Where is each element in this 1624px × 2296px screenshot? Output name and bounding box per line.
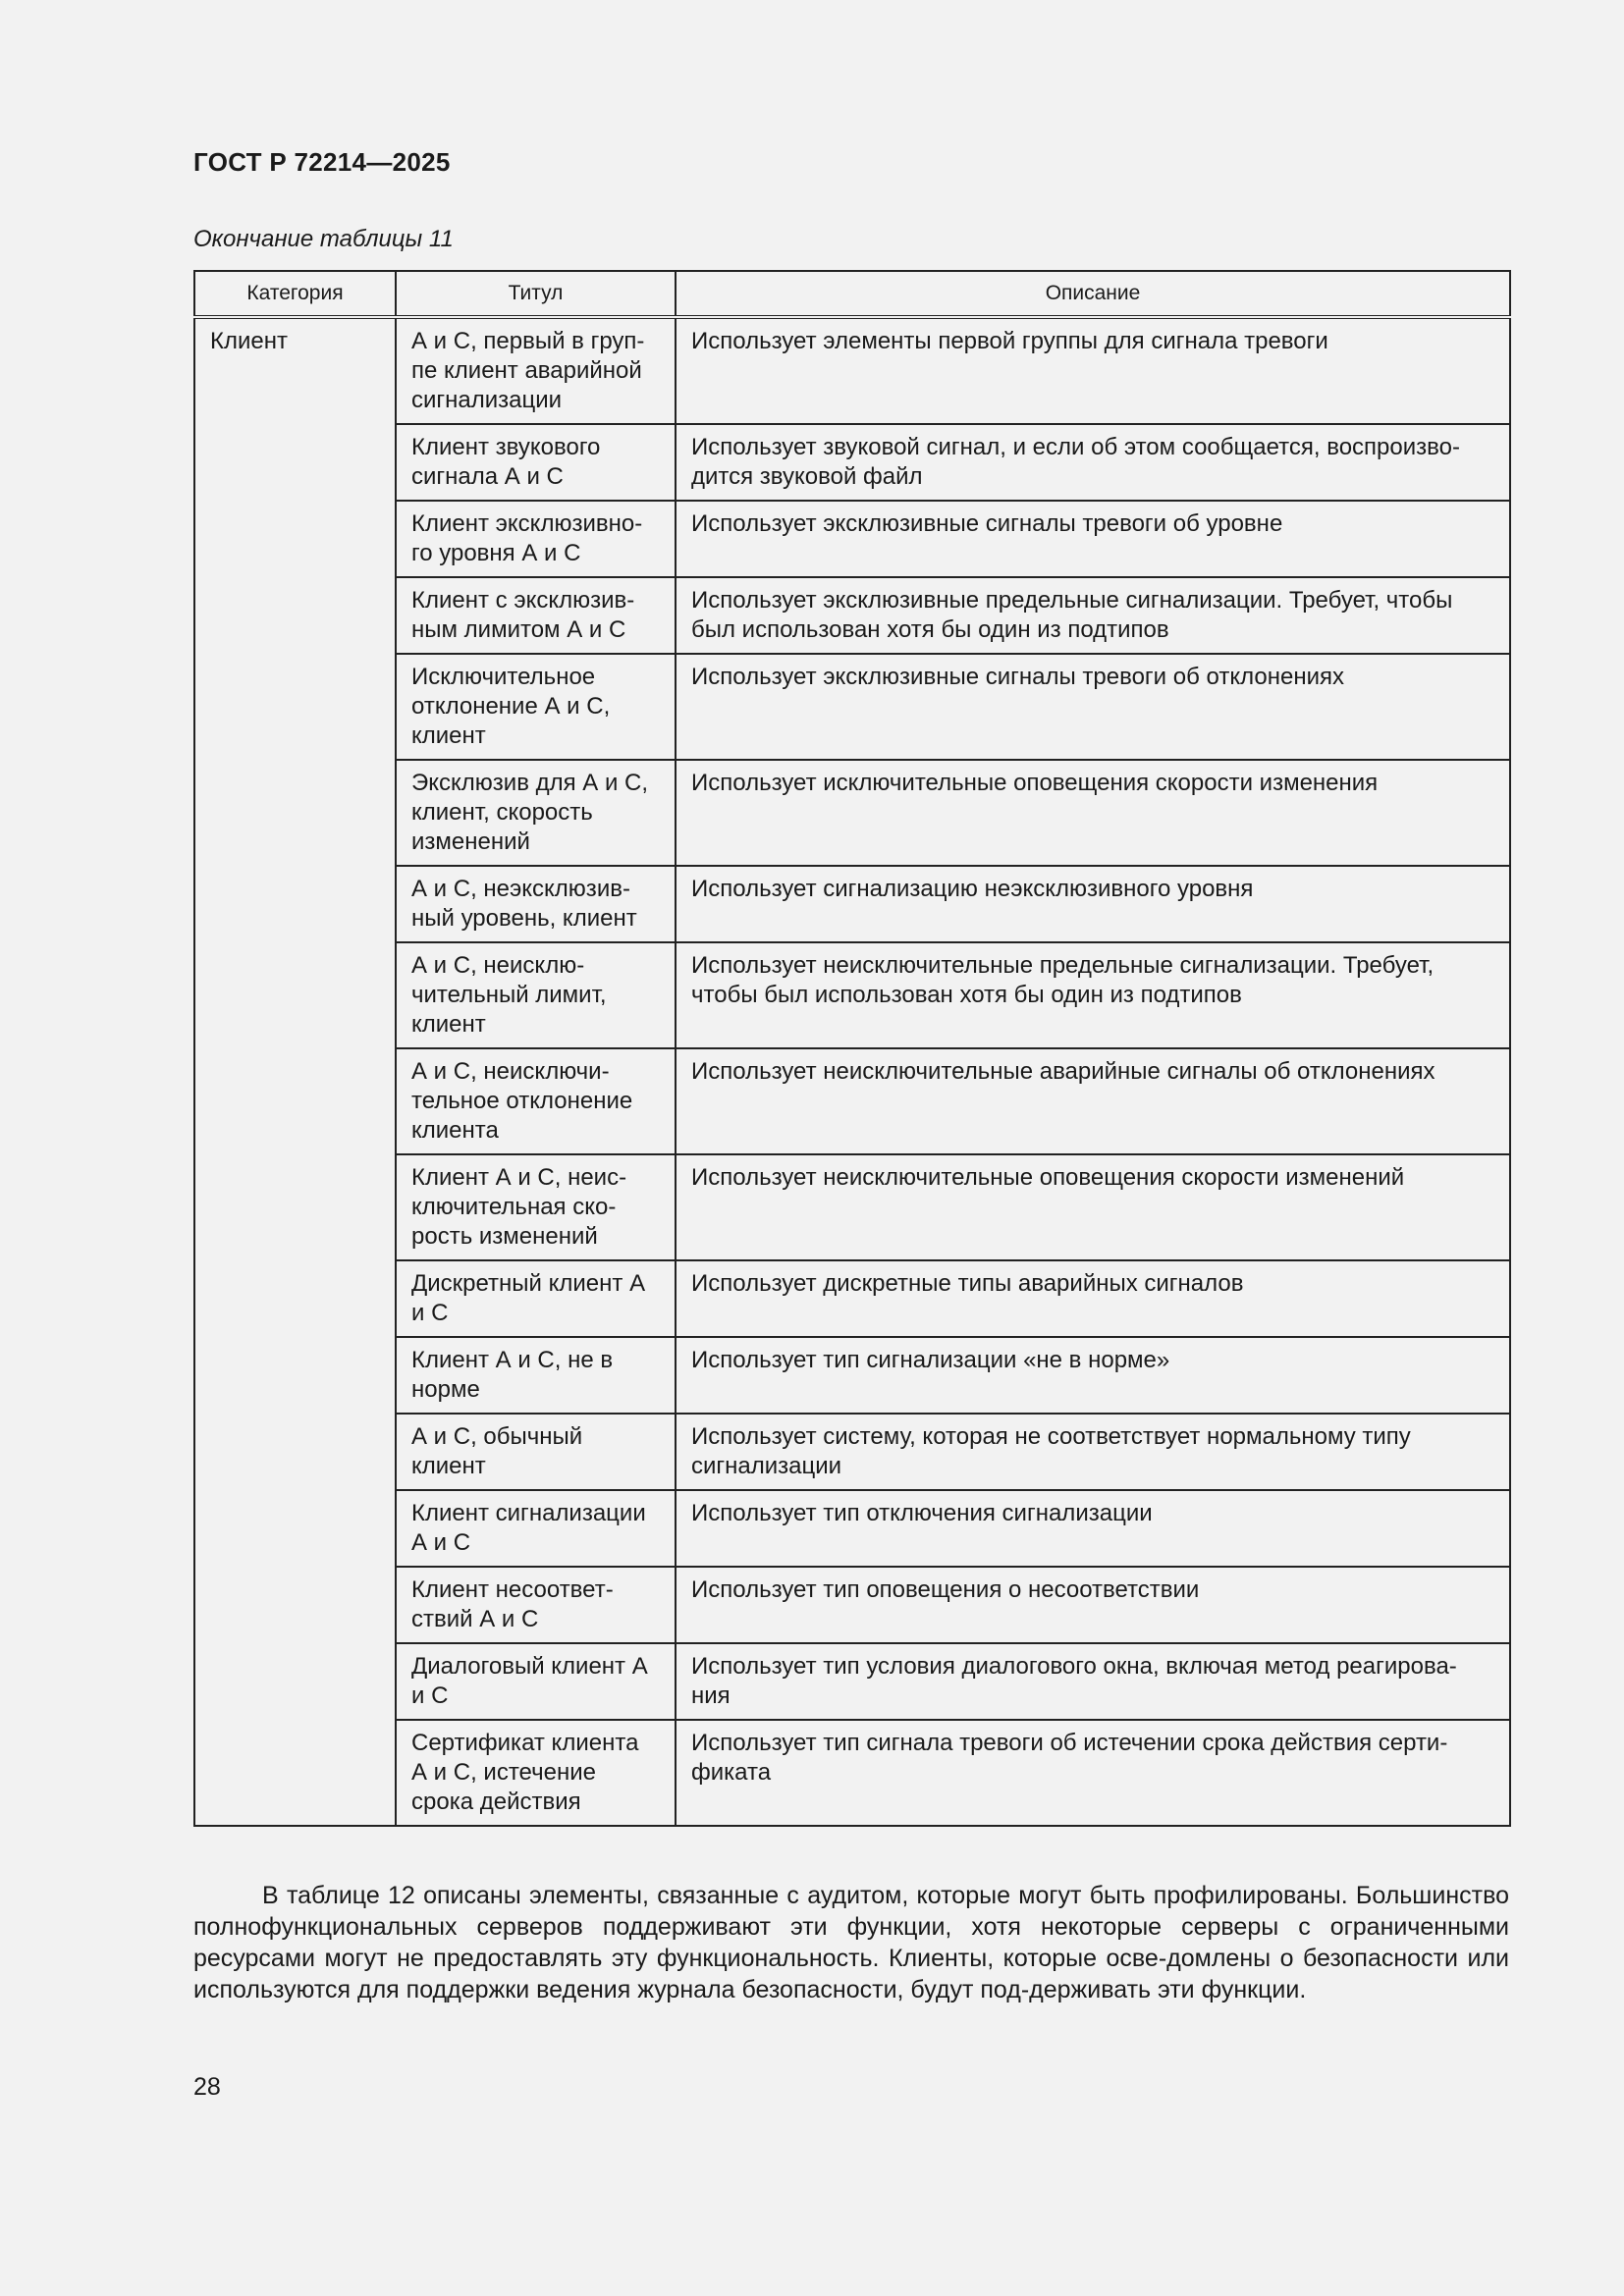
title-cell: А и С, первый в груп-пе клиент аварийной сигнализации: [396, 317, 676, 424]
description-cell: Использует неисключительные предельные сигнализации. Требует, чтобы был использован хотя бы один из подтипов: [676, 942, 1510, 1048]
description-cell: Использует тип сигнала тревоги об истечении срока действия серти-фиката: [676, 1720, 1510, 1826]
description-cell: Использует систему, которая не соответствует нормальному типу сигнализации: [676, 1414, 1510, 1490]
description-cell: Использует эксклюзивные сигналы тревоги об отклонениях: [676, 654, 1510, 760]
description-cell: Использует тип условия диалогового окна, включая метод реагирова-ния: [676, 1643, 1510, 1720]
body-paragraph: В таблице 12 описаны элементы, связанные с аудитом, которые могут быть профилированы. Большинство полнофункциональных серверов поддерживают эти функции, хотя некоторые серверы с ограниченными ресурсами могут не предоставлять эту функциональность. Клиенты, которые осве-домлены о безопасности или используются для поддержки ведения журнала безопасности, будут под-держивать эти функции.: [193, 1882, 1509, 2003]
page-number: 28: [193, 2073, 221, 2101]
description-cell: Использует неисключительные аварийные сигналы об отклонениях: [676, 1048, 1510, 1154]
table-row: [194, 317, 1510, 424]
document-code: ГОСТ Р 72214—2025: [193, 147, 451, 177]
title-cell: А и С, неэксклюзив-ный уровень, клиент: [396, 866, 676, 942]
title-cell: Сертификат клиента А и С, истечение срока действия: [396, 1720, 676, 1826]
title-cell: А и С, неисключи-тельное отклонение клиента: [396, 1048, 676, 1154]
description-cell: Использует сигнализацию неэксклюзивного уровня: [676, 866, 1510, 942]
description-cell: Использует тип отключения сигнализации: [676, 1490, 1510, 1567]
title-cell: Клиент А и С, не в норме: [396, 1337, 676, 1414]
title-cell: Клиент А и С, неис-ключительная ско-рость изменений: [396, 1154, 676, 1260]
description-cell: Использует тип оповещения о несоответствии: [676, 1567, 1510, 1643]
description-cell: Использует дискретные типы аварийных сигналов: [676, 1260, 1510, 1337]
description-cell: Использует звуковой сигнал, и если об этом сообщается, воспроизво-дится звуковой файл: [676, 424, 1510, 501]
title-cell: Дискретный клиент А и С: [396, 1260, 676, 1337]
description-cell: Использует исключительные оповещения скорости изменения: [676, 760, 1510, 866]
title-cell: Клиент с эксклюзив-ным лимитом А и С: [396, 577, 676, 654]
description-cell: Использует неисключительные оповещения скорости изменений: [676, 1154, 1510, 1260]
header-category: Категория: [194, 271, 396, 317]
description-cell: Использует элементы первой группы для сигнала тревоги: [676, 317, 1510, 424]
table-caption: Окончание таблицы 11: [193, 226, 454, 252]
title-cell: Клиент несоответ-ствий А и С: [396, 1567, 676, 1643]
title-cell: Исключительное отклонение А и С, клиент: [396, 654, 676, 760]
title-cell: Клиент эксклюзивно-го уровня А и С: [396, 501, 676, 577]
category-cell: Клиент: [194, 317, 396, 1826]
title-cell: Эксклюзив для А и С, клиент, скорость изменений: [396, 760, 676, 866]
title-cell: А и С, неисклю-чительный лимит, клиент: [396, 942, 676, 1048]
description-cell: Использует эксклюзивные предельные сигнализации. Требует, чтобы был использован хотя бы один из подтипов: [676, 577, 1510, 654]
description-cell: Использует эксклюзивные сигналы тревоги об уровне: [676, 501, 1510, 577]
title-cell: Клиент сигнализации А и С: [396, 1490, 676, 1567]
title-cell: Диалоговый клиент А и С: [396, 1643, 676, 1720]
header-description: Описание: [676, 271, 1510, 317]
title-cell: А и С, обычный клиент: [396, 1414, 676, 1490]
title-cell: Клиент звукового сигнала А и С: [396, 424, 676, 501]
table-header-row: [194, 271, 1510, 317]
alarm-client-table: [193, 270, 1511, 1827]
description-cell: Использует тип сигнализации «не в норме»: [676, 1337, 1510, 1414]
header-title: Титул: [396, 271, 676, 317]
